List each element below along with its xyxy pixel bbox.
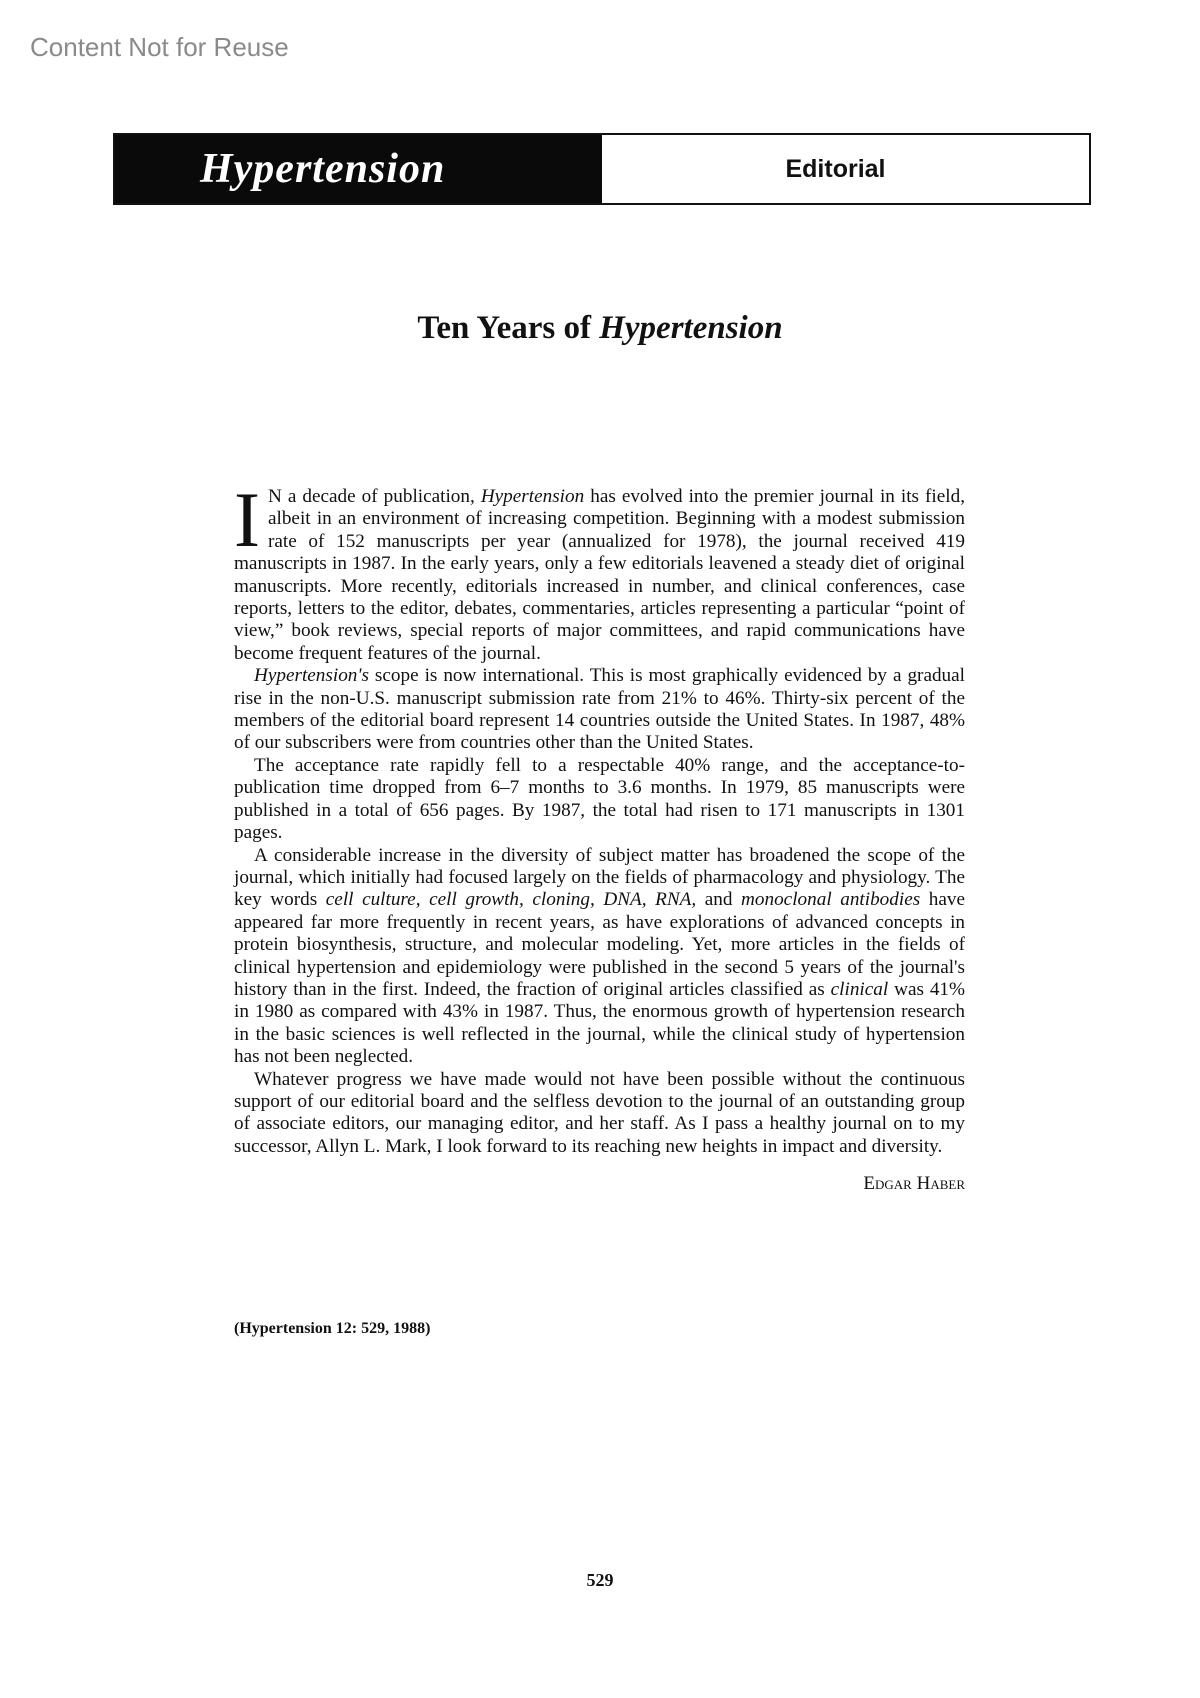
title-italic: Hypertension	[599, 310, 783, 346]
text-italic: clinical	[830, 978, 889, 1000]
article-body	[234, 476, 966, 1196]
title-text: Ten Years of	[417, 310, 600, 346]
text-italic: cell culture, cell growth, cloning, DNA, RNA,	[325, 889, 697, 911]
page-number: 529	[586, 1570, 614, 1590]
author-signature: Edgar Haber	[863, 1173, 965, 1195]
text: and	[696, 889, 742, 911]
text: scope is now international. This is most graphically evidenced by a gradual rise in the non-U.S. manuscript submission rate from 21% to 46%. Thirty-six percent of the members of the editorial board represent 14 countries outside the United States. In 1987, 48% of our subscribers were from countries other than the United States.	[234, 665, 965, 754]
journal-logo: Hypertension	[115, 135, 602, 203]
drop-cap: I	[234, 476, 260, 563]
journal-header	[113, 133, 1091, 205]
watermark: Content Not for Reuse	[30, 32, 289, 62]
text: have appeared far more frequently in recent years, as have explorations of advanced concepts in protein biosynthesis, structure, and molecular modeling. Yet, more articles in the fields of clinical hypertension and epidemiology were published in the second 5 years of the journal's history than in the first. Indeed, the fraction of original articles classified as	[234, 889, 965, 1000]
paragraph: The acceptance rate rapidly fell to a respectable 40% range, and the acceptance-to-publication time dropped from 6–7 months to 3.6 months. In 1979, 85 manuscripts were published in a total of 656 pages. By 1987, the total had risen to 171 manuscripts in 1301 pages.	[234, 754, 965, 844]
article-title	[0, 310, 1200, 347]
text: N a decade of publication,	[267, 486, 481, 507]
text: was 41% in 1980 as compared with 43% in 1987. Thus, the enormous growth of hypertension research in the basic sciences is well reflected in the journal, while the clinical study of hypertension has not been neglected.	[234, 978, 966, 1068]
text: A considerable increase in the diversity of subject matter has broadened the scope of the journal, which initially had focused largely on the fields of pharmacology and physiology. The key words	[234, 844, 965, 911]
paragraph	[234, 476, 965, 665]
text-italic: monoclonal antibodies	[741, 889, 921, 911]
paragraph: Whatever progress we have made would not have been possible without the continuous support of our editorial board and the selfless devotion to the journal of an outstanding group of associate editors, our managing editor, and her staff. As I pass a healthy journal on to my successor, Allyn L. Mark, I look forward to its reaching new heights in impact and diversity.	[234, 1068, 965, 1157]
paragraph	[234, 845, 965, 1069]
section-label: Editorial	[785, 154, 886, 183]
citation: (Hypertension 12: 529, 1988)	[234, 1320, 431, 1337]
text-italic: Hypertension's	[254, 665, 369, 687]
text-italic: Hypertension	[480, 486, 585, 507]
text: has evolved into the premier journal in its field, albeit in an environment of increasing competition. Beginning with a modest submission rate of 152 manuscripts per year (annualized for 1978), the journal received 419 manuscripts in 1987. In the early years, only a few editorials leavened a steady diet of original manuscripts. More recently, editorials increased in number, and clinical conferences, case reports, letters to the editor, debates, commentaries, articles representing a particular “point of view,” book reviews, special reports of major committees, and rapid communications have become frequent features of the journal.	[234, 486, 965, 664]
paragraph	[234, 665, 965, 755]
